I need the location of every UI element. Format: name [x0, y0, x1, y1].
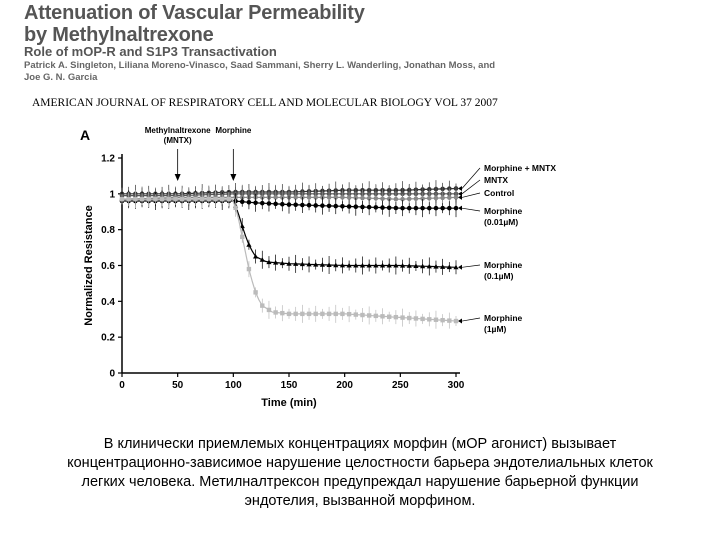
data-point — [414, 206, 419, 211]
annotation-arrow-head — [230, 174, 236, 181]
chart-labels — [80, 126, 556, 334]
data-point — [153, 197, 157, 201]
x-tick-label: 0 — [119, 380, 125, 391]
data-point — [360, 196, 365, 201]
data-point — [400, 206, 405, 211]
data-point — [187, 197, 191, 201]
data-point — [247, 200, 252, 205]
data-point — [454, 319, 458, 323]
data-point — [434, 196, 439, 201]
data-point — [327, 204, 332, 209]
article-title-line2: by Methylnaltrexone — [24, 24, 214, 46]
data-point — [340, 204, 345, 209]
figure-caption — [10, 435, 710, 511]
data-point — [287, 312, 291, 316]
data-point — [374, 205, 379, 210]
data-point — [374, 196, 379, 201]
data-point — [400, 315, 404, 319]
data-point — [320, 312, 324, 316]
legend-pointer — [462, 265, 480, 267]
legend-label: Control — [484, 188, 515, 198]
data-point — [320, 203, 325, 208]
data-point — [193, 197, 197, 201]
data-point — [334, 312, 338, 316]
journal-reference: AMERICAN JOURNAL OF RESPIRATORY CELL AND MOLECULAR BIOLOGY VOL 37 2007 — [32, 97, 498, 109]
data-point — [314, 312, 318, 316]
data-point — [374, 314, 378, 318]
data-point — [447, 206, 452, 211]
data-point — [367, 205, 372, 210]
article-title-line1: Attenuation of Vascular Permeability — [24, 2, 365, 24]
data-point — [240, 199, 245, 204]
data-point — [394, 197, 399, 202]
data-point — [454, 206, 459, 211]
data-point — [120, 197, 124, 201]
legend-label-line2: (0.01µM) — [484, 217, 519, 227]
y-tick-label: 0.4 — [101, 296, 115, 308]
legend-pointer-head — [458, 265, 462, 270]
data-point — [347, 195, 352, 200]
y-tick-label: 0.6 — [101, 261, 115, 272]
legend-pointer-head — [458, 206, 462, 211]
data-point — [126, 197, 130, 201]
data-point — [407, 316, 411, 320]
data-point — [180, 197, 184, 201]
authors-line2: Joe G. N. Garcia — [24, 72, 98, 83]
data-point — [280, 311, 284, 315]
legend-label-line2: (1µM) — [484, 324, 507, 334]
data-point — [307, 203, 312, 208]
data-point — [427, 317, 431, 321]
data-point — [280, 202, 285, 207]
legend-label: Morphine + MNTX — [484, 163, 557, 173]
data-point — [340, 195, 345, 200]
legend-pointer-head — [458, 195, 462, 200]
data-point — [360, 205, 365, 210]
data-point — [327, 312, 331, 316]
data-point — [233, 206, 237, 210]
data-point — [333, 204, 338, 209]
data-point — [380, 205, 385, 210]
data-point — [387, 206, 392, 211]
article-subtitle: Role of mOP-R and S1P3 Transactivation — [24, 44, 277, 59]
x-tick-label: 300 — [447, 380, 465, 391]
y-tick-label: 1.2 — [101, 153, 115, 165]
data-point — [434, 318, 438, 322]
data-point — [447, 318, 451, 322]
caption-line3: легких человека. Метилналтрексон предупреждал нарушение барьерной функции — [81, 474, 639, 490]
x-tick-label: 100 — [224, 380, 242, 391]
legend-label: Morphine — [484, 206, 523, 216]
data-point — [380, 196, 385, 201]
data-point — [293, 312, 297, 316]
legend-label: Morphine — [484, 313, 523, 323]
data-point — [360, 313, 364, 317]
data-point — [200, 197, 204, 201]
y-tick-label: 0.8 — [101, 225, 115, 237]
data-point — [267, 308, 271, 312]
data-point — [246, 242, 251, 247]
data-point — [394, 315, 398, 319]
y-tick-label: 0.2 — [101, 332, 115, 344]
annotation-label-line2: (MNTX) — [163, 136, 192, 145]
data-point — [440, 206, 445, 211]
legend-pointer — [462, 180, 480, 194]
x-tick-label: 250 — [391, 380, 409, 391]
data-point — [253, 200, 258, 205]
data-point — [427, 206, 432, 211]
annotation-arrow-head — [175, 174, 181, 181]
data-point — [427, 196, 432, 201]
x-axis-label: Time (min) — [261, 397, 317, 409]
data-point — [160, 197, 164, 201]
legend-pointer — [462, 193, 480, 197]
data-point — [394, 206, 399, 211]
data-point — [420, 206, 425, 211]
data-point — [173, 197, 177, 201]
data-point — [313, 203, 318, 208]
legend-pointer — [462, 168, 480, 188]
data-point — [347, 204, 352, 209]
data-point — [414, 316, 418, 320]
data-point — [380, 314, 384, 318]
data-point — [227, 197, 231, 201]
data-point — [340, 312, 344, 316]
data-point — [454, 195, 459, 200]
caption-line2: концентрационно-зависимое нарушение целостности барьера эндотелиальных клеток — [67, 455, 653, 471]
data-point — [307, 195, 312, 200]
annotation-label: Morphine — [215, 126, 252, 135]
legend-label-line2: (0.1µM) — [484, 271, 514, 281]
data-point — [167, 197, 171, 201]
authors-line1: Patrick A. Singleton, Liliana Moreno-Vinasco, Saad Sammani, Sherry L. Wanderling, Jonathan Moss, and — [24, 60, 496, 71]
caption-line1: В клинически приемлемых концентрациях морфин (мОР агонист) вызывает — [103, 436, 617, 452]
data-point — [293, 202, 298, 207]
x-tick-label: 150 — [280, 380, 298, 391]
data-point — [367, 313, 371, 317]
data-point — [273, 202, 278, 207]
data-point — [220, 197, 224, 201]
data-point — [420, 317, 424, 321]
data-point — [407, 206, 412, 211]
data-point — [207, 197, 211, 201]
data-point — [247, 267, 251, 271]
data-point — [260, 201, 265, 206]
data-point — [213, 197, 217, 201]
data-point — [440, 318, 444, 322]
legend-pointer-head — [458, 319, 462, 324]
data-point — [147, 197, 151, 201]
chart-series — [119, 180, 458, 329]
annotation-label: Methylnaltrexone — [144, 126, 211, 135]
data-point — [240, 235, 244, 239]
data-point — [440, 196, 445, 201]
legend-pointer — [462, 208, 480, 211]
data-point — [267, 201, 272, 206]
caption-line4: эндотелия, вызванной морфином. — [244, 493, 476, 509]
data-point — [307, 312, 311, 316]
legend-label: MNTX — [484, 175, 509, 185]
data-point — [260, 303, 264, 307]
data-point — [287, 202, 292, 207]
data-point — [434, 206, 439, 211]
legend-label: Morphine — [484, 260, 523, 270]
x-tick-label: 200 — [336, 380, 354, 391]
data-point — [253, 290, 257, 294]
data-point — [133, 197, 137, 201]
data-point — [354, 312, 358, 316]
y-axis-label: Normalized Resistance — [83, 205, 95, 326]
y-tick-label: 1 — [109, 189, 115, 201]
data-point — [327, 195, 332, 200]
y-tick-label: 0 — [109, 368, 115, 380]
data-point — [300, 203, 305, 208]
data-point — [414, 196, 419, 201]
data-point — [354, 204, 359, 209]
data-point — [387, 315, 391, 319]
data-point — [300, 312, 304, 316]
data-point — [407, 197, 412, 202]
data-point — [140, 197, 144, 201]
panel-label: A — [80, 127, 91, 143]
legend-pointer-head — [458, 186, 462, 191]
data-point — [273, 310, 277, 314]
data-point — [347, 312, 351, 316]
legend-pointer — [462, 318, 480, 321]
x-tick-label: 50 — [172, 380, 184, 391]
data-point — [447, 195, 452, 200]
